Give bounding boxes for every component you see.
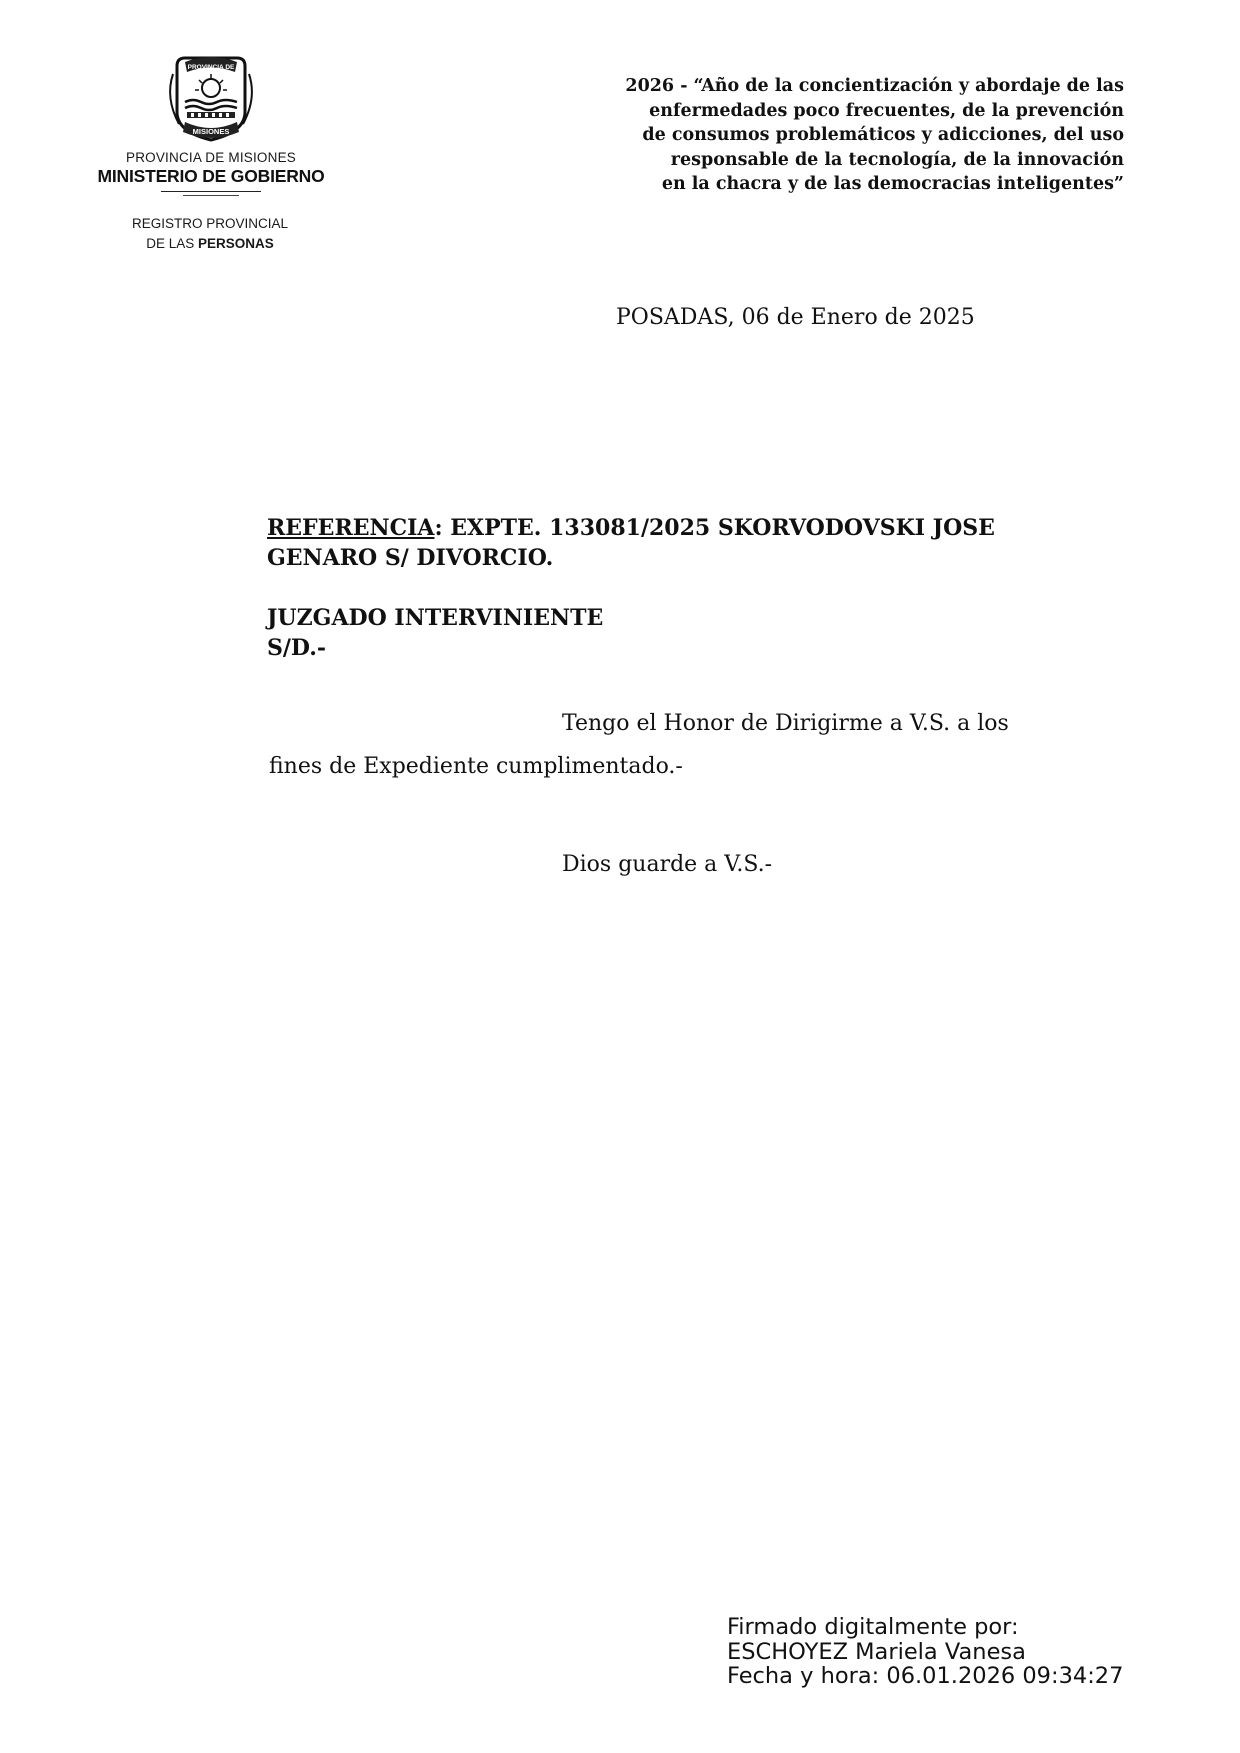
signer-name: ESCHOYEZ Mariela Vanesa bbox=[727, 1638, 1026, 1665]
reference-line1 bbox=[267, 513, 1087, 543]
body-line2: fines de Expediente cumplimentado.- bbox=[269, 754, 683, 779]
slogan-line: 2026 - “Año de la concientización y abordaje de las bbox=[625, 76, 1124, 96]
body-line1: Tengo el Honor de Dirigirme a V.S. a los bbox=[562, 711, 1009, 736]
digital-signature bbox=[727, 1615, 1167, 1689]
recipient-name: JUZGADO INTERVINIENTE bbox=[267, 605, 604, 631]
ministry-name: MINISTERIO DE GOBIERNO bbox=[97, 166, 325, 186]
registro-label bbox=[120, 214, 300, 254]
registro-line2-bold: PERSONAS bbox=[198, 236, 274, 251]
emblem-text-bottom: MISIONES bbox=[192, 127, 230, 136]
year-slogan bbox=[520, 74, 1124, 197]
closing-salutation: Dios guarde a V.S.- bbox=[562, 852, 773, 877]
recipient-block bbox=[267, 603, 867, 663]
province-name: PROVINCIA DE MISIONES bbox=[126, 150, 296, 165]
coat-of-arms-icon bbox=[163, 52, 259, 144]
slogan-line: en la chacra y de las democracias inteligentes” bbox=[661, 174, 1124, 194]
slogan-line: enfermedades poco frecuentes, de la prevención bbox=[649, 100, 1124, 121]
emblem-text-top: PROVINCIA DE bbox=[187, 64, 235, 71]
reference-text: : EXPTE. 133081/2025 SKORVODOVSKI JOSE bbox=[434, 515, 995, 541]
reference-block bbox=[267, 513, 1087, 573]
slogan-line: de consumos problemáticos y adicciones, del uso bbox=[642, 125, 1124, 145]
reference-label: REFERENCIA bbox=[267, 515, 435, 541]
registro-line2-prefix: DE LAS bbox=[146, 236, 198, 251]
signature-datetime: Fecha y hora: 06.01.2026 09:34:27 bbox=[727, 1663, 1124, 1689]
slogan-line: responsable de la tecnología, de la innovación bbox=[670, 149, 1124, 170]
ministry-logo bbox=[80, 52, 342, 196]
letter-date: POSADAS, 06 de Enero de 2025 bbox=[616, 305, 975, 330]
reference-line2: GENARO S/ DIVORCIO. bbox=[267, 545, 554, 571]
divider bbox=[161, 191, 261, 192]
divider bbox=[183, 195, 239, 196]
signature-line1: Firmado digitalmente por: bbox=[727, 1614, 1019, 1640]
recipient-sd: S/D.- bbox=[267, 635, 327, 661]
registro-line2 bbox=[120, 234, 300, 254]
registro-line1: REGISTRO PROVINCIAL bbox=[131, 216, 289, 231]
